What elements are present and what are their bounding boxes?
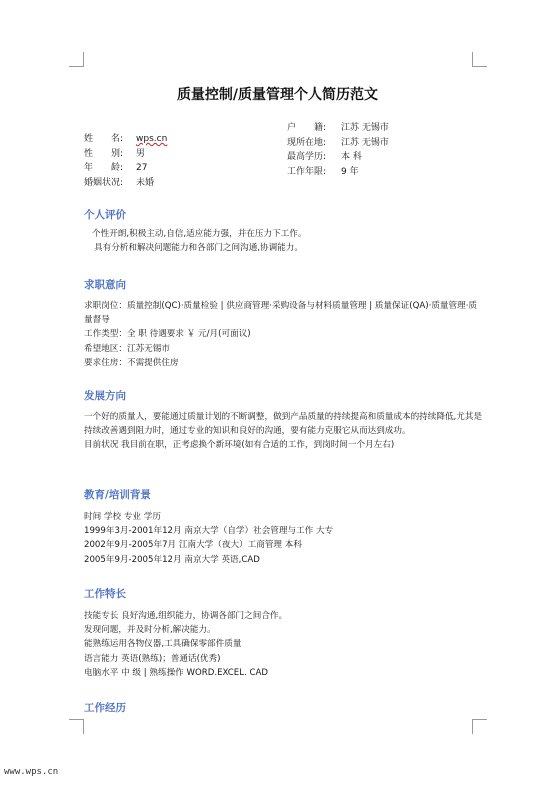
- text-line: 工作类型：全 职 待遇要求 ￥ 元/月(可面议): [84, 329, 251, 340]
- section-intention: [84, 277, 484, 370]
- info-value: wps.cn: [136, 134, 168, 144]
- text-line: 一个好的质量人，要能通过质量计划的不断调整，做到产品质量的持续提高和质量成本的持续降低,尤其是持续改善遇到阻力时，通过专业的知识和良好的沟通，要有能力克服它从而达到成功。: [84, 412, 483, 437]
- section-body: [84, 410, 484, 453]
- text-line: 要求住房：不需提供住房: [84, 357, 179, 368]
- info-row-years: [287, 165, 389, 180]
- personal-info-right: [287, 121, 389, 179]
- section-heading: 工作特长: [84, 588, 126, 600]
- crop-mark-bottom-left: [69, 719, 84, 734]
- info-value: 未婚: [136, 177, 155, 188]
- text-line: 1999年3月-2001年12月 南京大学（自学）社会管理与工作 大专: [84, 526, 334, 537]
- info-label: 年 龄:: [84, 163, 124, 173]
- crop-mark-bottom-right: [472, 719, 487, 734]
- info-value: 27: [136, 163, 148, 173]
- info-label: 现所在地:: [287, 137, 327, 148]
- info-value: 本 科: [341, 152, 362, 162]
- section-education: [84, 487, 484, 567]
- info-label: 最高学历:: [287, 152, 327, 162]
- text-line: 电脑水平 中 级 | 熟练操作 WORD.EXCEL. CAD: [84, 667, 268, 678]
- section-body: [84, 227, 484, 255]
- info-row-marital: [84, 176, 167, 191]
- section-heading: 求职意向: [84, 279, 126, 291]
- text-line: 能熟练运用各物仪器,工具确保零部件质量: [84, 639, 242, 650]
- info-value: 江苏 无锡市: [341, 123, 389, 133]
- section-heading: 发展方向: [84, 390, 126, 402]
- info-row-name: [84, 132, 167, 147]
- personal-info-left: [84, 132, 167, 190]
- section-skills: [84, 586, 484, 680]
- info-value: 9 年: [341, 166, 359, 177]
- info-value: 男: [136, 148, 146, 159]
- text-line: 语言能力 英语(熟练)；普通话(优秀): [84, 653, 221, 664]
- section-body: [84, 510, 484, 567]
- info-label: 姓 名:: [84, 134, 124, 144]
- crop-mark-top-right: [472, 52, 487, 67]
- text-line: 具有分析和解决问题能力和各部门之间沟通,协调能力。: [94, 243, 303, 254]
- crop-mark-top-left: [69, 52, 84, 67]
- info-label: 性 别:: [84, 148, 124, 159]
- text-line: 2005年9月-2005年12月 南京大学 英语,CAD: [84, 554, 260, 565]
- section-heading: 教育/培训背景: [84, 489, 151, 501]
- text-line: 个性开朗,积极主动,自信,适应能力强，并在压力下工作。: [92, 229, 307, 239]
- section-evaluation: [84, 207, 484, 255]
- text-line: 发现问题，并及时分析,解决能力。: [84, 625, 216, 636]
- section-body: [84, 609, 484, 680]
- info-row-age: [84, 161, 167, 176]
- info-row-degree: [287, 150, 389, 165]
- info-label: 婚姻状况:: [84, 177, 124, 188]
- document-title: 质量控制/质量管理个人简历范文: [176, 87, 379, 103]
- info-value: 江苏 无锡市: [341, 137, 389, 148]
- section-experience: [84, 700, 484, 715]
- info-row-gender: [84, 147, 167, 162]
- text-line: 2002年9月-2005年7月 江南大学（夜大）工商管理 本科: [84, 540, 302, 551]
- text-line: 时间 学校 专业 学历: [84, 512, 161, 522]
- info-row-location: [287, 136, 389, 151]
- section-direction: [84, 388, 484, 453]
- text-line: 求职岗位：质量控制(QC)·质量检验 | 供应商管理·采购设备与材料质量管理 | 质量保证(QA)·质量管理·质量督导: [84, 301, 478, 326]
- section-body: [84, 299, 484, 370]
- info-row-hukou: [287, 121, 389, 136]
- info-label: 户 籍:: [287, 123, 327, 133]
- info-label: 工作年限:: [287, 166, 327, 177]
- text-line: 技能专长 良好沟通,组织能力，协调各部门之间合作。: [84, 611, 288, 621]
- section-heading: 个人评价: [84, 209, 126, 221]
- text-line: 目前状况 我目前在职，正考虑换个新环境(如有合适的工作，到岗时间一个月左右): [84, 440, 395, 451]
- text-line: 希望地区：江苏无锡市: [84, 343, 170, 354]
- footer-url: www.wps.cn: [4, 767, 59, 777]
- section-heading: 工作经历: [84, 702, 126, 714]
